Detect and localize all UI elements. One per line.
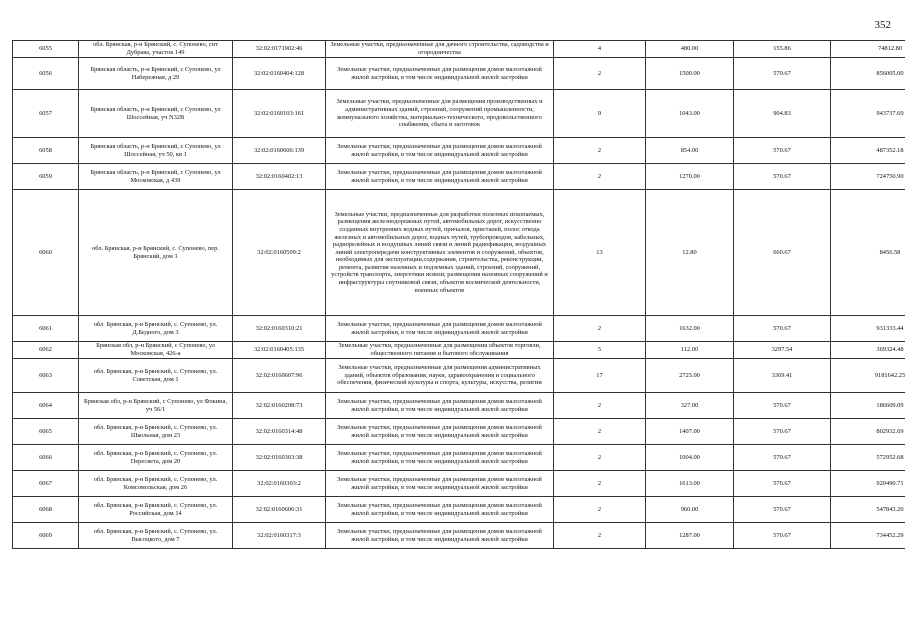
cadastral-value-cell: 186609.09 <box>831 393 905 419</box>
land-use-cell: Земельные участки, предназначенные для размещения домов малоэтажной жилой застройки, в том числе индивидуальной жилой застройки <box>326 138 554 164</box>
cadastral-number-cell: 32:02:0160606:31 <box>233 497 326 523</box>
specific-value-cell: 3297.54 <box>734 342 831 359</box>
land-use-cell: Земельные участки, предназначенные для размещения объектов торговли, общественного питания и бытового обслуживания <box>326 342 554 359</box>
specific-value-cell: 570.67 <box>734 523 831 549</box>
cadastral-value-cell: 8456.58 <box>831 190 905 316</box>
area-cell: 854.00 <box>646 138 734 164</box>
address-cell: обл. Брянская, р-н Брянский, с. Супонево, пер. Брянский, дом 1 <box>79 190 233 316</box>
row-number-cell: 6063 <box>13 359 79 393</box>
specific-value-cell: 570.67 <box>734 58 831 90</box>
specific-value-cell: 3369.41 <box>734 359 831 393</box>
table-row <box>13 393 905 419</box>
address-cell: Брянская область, р-н Брянский, с Супонево, ул Московская, д 439 <box>79 164 233 190</box>
row-number-cell: 6066 <box>13 445 79 471</box>
specific-value-cell: 155.86 <box>734 41 831 58</box>
cadastral-number-cell: 32:02:0160606:139 <box>233 138 326 164</box>
row-number-cell: 6056 <box>13 58 79 90</box>
row-number-cell: 6069 <box>13 523 79 549</box>
cadastral-value-cell: 487352.18 <box>831 138 905 164</box>
land-use-cell: Земельные участки, предназначенные для размещения производственных и административных зданий, строений, сооружений промышленности, коммунального хозяйства, материально-технического, продовольственного снабжения, сбыта и заготовок <box>326 90 554 138</box>
table-row <box>13 316 905 342</box>
use-group-cell: 2 <box>554 58 646 90</box>
area-cell: 1500.00 <box>646 58 734 90</box>
address-cell: Брянская область, р-н Брянский, с Супонево, ул Шоссейная, уч N32В <box>79 90 233 138</box>
cadastral-number-cell: 32:02:0160402:13 <box>233 164 326 190</box>
address-cell: обл. Брянская, р-н Брянский, с. Супонево, ул. Высоцкого, дом 7 <box>79 523 233 549</box>
address-cell: обл. Брянская, р-н Брянский, с. Супонево, ул. Российская, дом 14 <box>79 497 233 523</box>
use-group-cell: 13 <box>554 190 646 316</box>
use-group-cell: 2 <box>554 316 646 342</box>
area-cell: 960.00 <box>646 497 734 523</box>
specific-value-cell: 570.67 <box>734 316 831 342</box>
area-cell: 2725.00 <box>646 359 734 393</box>
row-number-cell: 6068 <box>13 497 79 523</box>
cadastral-value-cell: 369324.48 <box>831 342 905 359</box>
use-group-cell: 2 <box>554 419 646 445</box>
table-row <box>13 359 905 393</box>
land-use-cell: Земельные участки, предназначенные для дачного строительства, садоводства и огородничества <box>326 41 554 58</box>
land-use-cell: Земельные участки, предназначенные для размещения домов малоэтажной жилой застройки, в том числе индивидуальной жилой застройки <box>326 393 554 419</box>
use-group-cell: 4 <box>554 41 646 58</box>
cadastral-number-cell: 32:02:0160310:21 <box>233 316 326 342</box>
address-cell: Брянская область, р-н Брянский, с Супонево, ул Шоссейная, уч 50, кв 1 <box>79 138 233 164</box>
row-number-cell: 6065 <box>13 419 79 445</box>
specific-value-cell: 570.67 <box>734 393 831 419</box>
page-number: 352 <box>874 19 891 31</box>
table-row <box>13 41 905 58</box>
land-use-cell: Земельные участки, предназначенные для размещения домов малоэтажной жилой застройки, в том числе индивидуальной жилой застройки <box>326 58 554 90</box>
cadastral-number-cell: 32:02:0160303:2 <box>233 471 326 497</box>
cadastral-value-cell: 931333.44 <box>831 316 905 342</box>
specific-value-cell: 570.67 <box>734 138 831 164</box>
cadastral-number-cell: 32:02:0160208:73 <box>233 393 326 419</box>
area-cell: 480.00 <box>646 41 734 58</box>
table-row <box>13 497 905 523</box>
row-number-cell: 6057 <box>13 90 79 138</box>
specific-value-cell: 904.83 <box>734 90 831 138</box>
land-use-cell: Земельные участки, предназначенные для разработки полезных ископаемых, размещения железнодорожных путей, автомобильных дорог, искусственно созданных внутренних водных путей, причалов, пристаней, полос отвода железных и автомобильных дорог, водных путей, трубопроводов, кабельных, радиорелейных и воздушных линий связи и линий радиофикации, воздушных линий электропередачи конструктивных элементов и сооружений, объектов, необходимых для эксплуатации,содержания, строительства, реконструкции, ремонта, развития наземных и подземных зданий, строений, сооружений, устройств транспорта, энергетики исвязи; размещения наземных сооружений и инфраструктуры спутниковой связи, объектов космической деятельности, военных объектов <box>326 190 554 316</box>
land-use-cell: Земельные участки, предназначенные для размещения домов малоэтажной жилой застройки, в том числе индивидуальной жилой застройки <box>326 471 554 497</box>
cadastral-value-cell: 724750.90 <box>831 164 905 190</box>
area-cell: 327.00 <box>646 393 734 419</box>
address-cell: Брянская обл, р-н Брянский, с Супонево, ул Фокина, уч 56/1 <box>79 393 233 419</box>
area-cell: 1632.00 <box>646 316 734 342</box>
table-row <box>13 138 905 164</box>
row-number-cell: 6064 <box>13 393 79 419</box>
specific-value-cell: 570.67 <box>734 471 831 497</box>
table-row <box>13 445 905 471</box>
land-use-cell: Земельные участки, предназначенные для размещения домов малоэтажной жилой застройки, в том числе индивидуальной жилой застройки <box>326 497 554 523</box>
cadastral-value-cell: 920490.71 <box>831 471 905 497</box>
use-group-cell: 2 <box>554 138 646 164</box>
table-row <box>13 90 905 138</box>
cadastral-number-cell: 32:02:0160103:161 <box>233 90 326 138</box>
cadastral-value-cell: 856005.00 <box>831 58 905 90</box>
row-number-cell: 6058 <box>13 138 79 164</box>
land-use-cell: Земельные участки, предназначенные для размещения домов малоэтажной жилой застройки, в том числе индивидуальной жилой застройки <box>326 316 554 342</box>
cadastral-number-cell: 32:02:0160607:96 <box>233 359 326 393</box>
address-cell: обл. Брянская, р-н Брянский, с. Супонево, ул. Школьная, дом 23 <box>79 419 233 445</box>
table-row <box>13 419 905 445</box>
specific-value-cell: 570.67 <box>734 445 831 471</box>
table-row <box>13 342 905 359</box>
area-cell: 1004.00 <box>646 445 734 471</box>
cadastral-number-cell: 32:02:0160509:2 <box>233 190 326 316</box>
row-number-cell: 6059 <box>13 164 79 190</box>
use-group-cell: 2 <box>554 393 646 419</box>
specific-value-cell: 570.67 <box>734 164 831 190</box>
area-cell: 1287.00 <box>646 523 734 549</box>
use-group-cell: 2 <box>554 445 646 471</box>
use-group-cell: 9 <box>554 90 646 138</box>
table-row <box>13 523 905 549</box>
land-use-cell: Земельные участки, предназначенные для размещения домов малоэтажной жилой застройки, в том числе индивидуальной жилой застройки <box>326 523 554 549</box>
cadastral-value-cell: 943737.69 <box>831 90 905 138</box>
cadastral-number-cell: 32:02:0160314:48 <box>233 419 326 445</box>
area-cell: 1407.00 <box>646 419 734 445</box>
land-use-cell: Земельные участки, предназначенные для размещения домов малоэтажной жилой застройки, в том числе индивидуальной жилой застройки <box>326 445 554 471</box>
use-group-cell: 2 <box>554 497 646 523</box>
specific-value-cell: 570.67 <box>734 497 831 523</box>
cadastral-value-cell: 9181642.25 <box>831 359 905 393</box>
cadastral-value-cell: 802932.69 <box>831 419 905 445</box>
use-group-cell: 5 <box>554 342 646 359</box>
cadastral-number-cell: 32:02:0171902:46 <box>233 41 326 58</box>
area-cell: 112.00 <box>646 342 734 359</box>
row-number-cell: 6062 <box>13 342 79 359</box>
land-use-cell: Земельные участки, предназначенные для размещения административных зданий, объектов образования, науки, здравоохранения и социального обеспечения, физической культуры и спорта, культуры, искусства, религии <box>326 359 554 393</box>
cadastral-number-cell: 32:02:0160405:135 <box>233 342 326 359</box>
cadastral-value-cell: 547843.20 <box>831 497 905 523</box>
address-cell: обл. Брянская, р-н Брянский, с. Супонево, снт Дубрава, участок 149 <box>79 41 233 58</box>
address-cell: обл. Брянская, р-н Брянский, с. Супонево, ул. Комсомольская, дом 26 <box>79 471 233 497</box>
table-body <box>13 41 905 549</box>
table-row <box>13 164 905 190</box>
cadastral-value-cell: 572952.68 <box>831 445 905 471</box>
row-number-cell: 6061 <box>13 316 79 342</box>
address-cell: Брянская обл, р-н Брянский, с Супонево, ул Московская, 426-а <box>79 342 233 359</box>
area-cell: 1043.00 <box>646 90 734 138</box>
specific-value-cell: 660.67 <box>734 190 831 316</box>
table-row <box>13 190 905 316</box>
address-cell: обл. Брянская, р-н Брянский, с. Супонево, ул. Д.Бедного, дом 3 <box>79 316 233 342</box>
cadastral-value-cell: 74812.80 <box>831 41 905 58</box>
use-group-cell: 2 <box>554 164 646 190</box>
use-group-cell: 2 <box>554 523 646 549</box>
cadastral-value-table <box>12 40 905 549</box>
address-cell: Брянская область, р-н Брянский, с Супонево, ул Набережная, д 29 <box>79 58 233 90</box>
area-cell: 1270.00 <box>646 164 734 190</box>
use-group-cell: 2 <box>554 471 646 497</box>
row-number-cell: 6067 <box>13 471 79 497</box>
cadastral-value-cell: 734452.29 <box>831 523 905 549</box>
address-cell: обл. Брянская, р-н Брянский, с. Супонево, ул. Пересвета, дом 20 <box>79 445 233 471</box>
cadastral-number-cell: 32:02:0160404:128 <box>233 58 326 90</box>
table-row <box>13 58 905 90</box>
cadastral-number-cell: 32:02:0160303:38 <box>233 445 326 471</box>
table-row <box>13 471 905 497</box>
row-number-cell: 6055 <box>13 41 79 58</box>
address-cell: обл. Брянская, р-н Брянский, с. Супонево, ул. Советская, дом 1 <box>79 359 233 393</box>
cadastral-number-cell: 32:02:0160317:3 <box>233 523 326 549</box>
area-cell: 12.80 <box>646 190 734 316</box>
row-number-cell: 6060 <box>13 190 79 316</box>
land-use-cell: Земельные участки, предназначенные для размещения домов малоэтажной жилой застройки, в том числе индивидуальной жилой застройки <box>326 164 554 190</box>
use-group-cell: 17 <box>554 359 646 393</box>
specific-value-cell: 570.67 <box>734 419 831 445</box>
land-use-cell: Земельные участки, предназначенные для размещения домов малоэтажной жилой застройки, в том числе индивидуальной жилой застройки <box>326 419 554 445</box>
area-cell: 1613.00 <box>646 471 734 497</box>
